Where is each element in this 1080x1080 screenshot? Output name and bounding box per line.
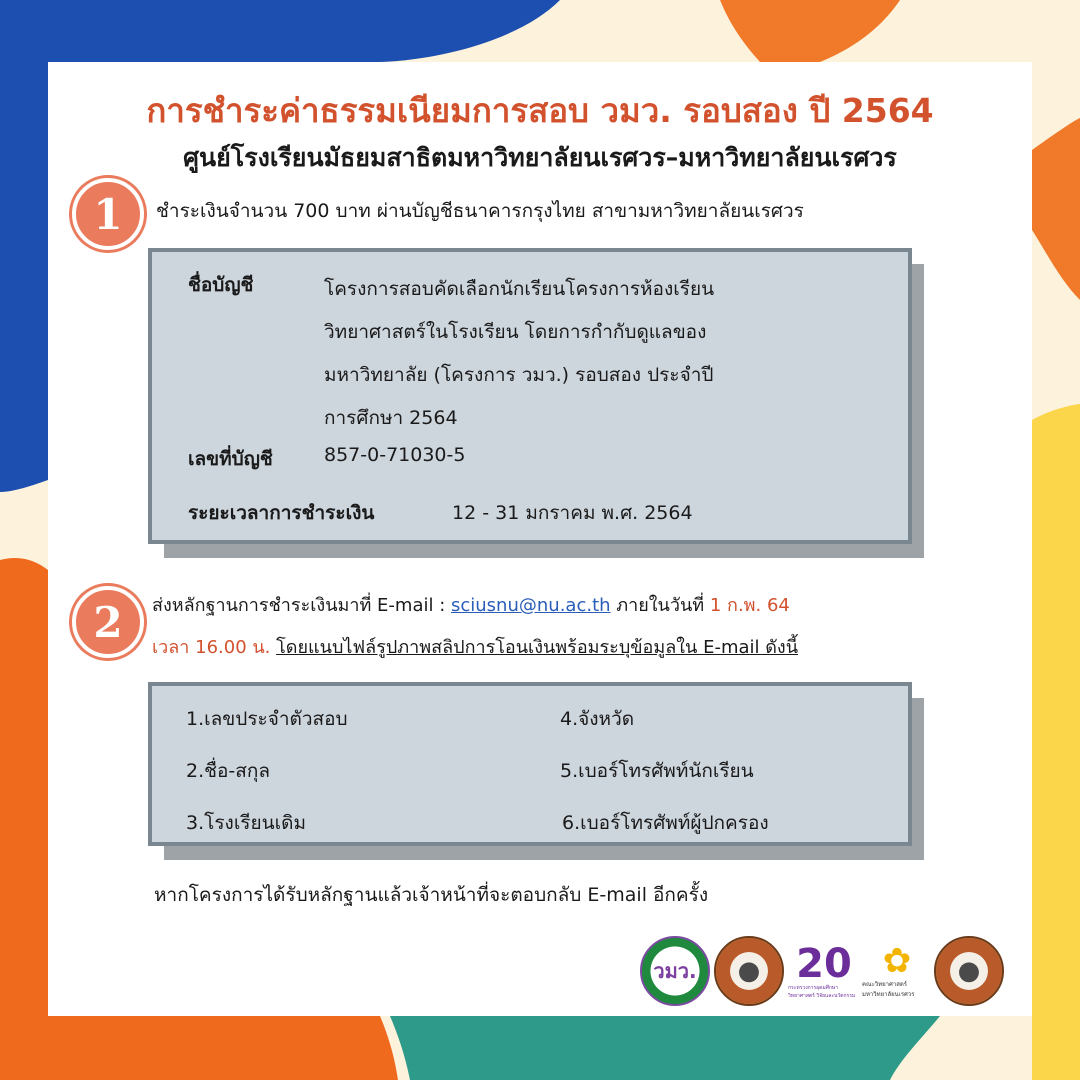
account-name-label: ชื่อบัญชี <box>188 274 254 296</box>
account-box <box>148 248 912 544</box>
info-card <box>48 62 1032 1016</box>
nu-demonstration-school-logo <box>714 936 784 1006</box>
account-name-line: วิทยาศาสตร์ในโรงเรียน โดยการกำกับดูแลของ <box>324 321 707 343</box>
account-name-line: มหาวิทยาลัย (โครงการ วมว.) รอบสอง ประจำปี <box>324 364 714 386</box>
required-item: 3.โรงเรียนเดิม <box>186 812 306 834</box>
email-link[interactable]: sciusnu@nu.ac.th <box>451 595 611 616</box>
step-2-line-2 <box>152 632 798 661</box>
science-faculty-icon: ✿ <box>882 941 912 981</box>
required-item: 2.ชื่อ-สกุล <box>186 760 271 782</box>
account-name-line: การศึกษา 2564 <box>324 407 458 429</box>
required-item: 6.เบอร์โทรศัพท์ผู้ปกครอง <box>562 812 769 834</box>
account-name-line: โครงการสอบคัดเลือกนักเรียนโครงการห้องเรียน <box>324 278 715 300</box>
elephant-icon: ● <box>957 956 981 986</box>
vmv-logo <box>640 936 710 1006</box>
page-subtitle: ศูนย์โรงเรียนมัธยมสาธิตมหาวิทยาลัยนเรศวร–มหาวิทยาลัยนเรศวร <box>183 143 897 172</box>
science-faculty-caption: คณะวิทยาศาสตร์ มหาวิทยาลัยนเรศวร <box>862 981 915 998</box>
required-item: 5.เบอร์โทรศัพท์นักเรียน <box>560 760 754 782</box>
required-item: 1.เลขประจำตัวสอบ <box>186 708 348 730</box>
nu-science-faculty-logo <box>862 936 932 1006</box>
payment-period-label: ระยะเวลาการชำระเงิน <box>188 502 375 524</box>
anniversary-number: 20 <box>796 941 852 987</box>
teal-shape-bottom <box>390 1016 940 1080</box>
nu-demonstration-school-logo-2 <box>934 936 1004 1006</box>
step-1-instruction: ชำระเงินจำนวน 700 บาท ผ่านบัญชีธนาคารกรุงไทย สาขามหาวิทยาลัยนเรศวร <box>156 200 804 222</box>
yellow-shape-right <box>1032 404 1080 1080</box>
account-name-value <box>324 268 714 440</box>
required-item: 4.จังหวัด <box>560 708 635 730</box>
attachment-instruction: โดยแนบไฟล์รูปภาพสลิปการโอนเงินพร้อมระบุข้อมูลใน E-mail ดังนี้ <box>276 637 799 658</box>
mhesi-20-years-logo <box>788 942 860 1002</box>
payment-period-value: 12 - 31 มกราคม พ.ศ. 2564 <box>452 502 693 524</box>
account-number-label: เลขที่บัญชี <box>188 448 273 470</box>
account-number-value: 857-0-71030-5 <box>324 444 466 466</box>
deadline-date: 1 ก.พ. 64 <box>709 595 790 616</box>
step-2-line-1 <box>152 590 790 619</box>
step-2-badge: 2 <box>72 586 144 658</box>
vmv-logo-text: วมว. <box>653 959 697 983</box>
elephant-icon: ● <box>737 956 761 986</box>
footer-note: หากโครงการได้รับหลักฐานแล้วเจ้าหน้าที่จะตอบกลับ E-mail อีกครั้ง <box>154 884 709 906</box>
step-2-prefix: ส่งหลักฐานการชำระเงินมาที่ E-mail : <box>152 595 451 616</box>
items-box <box>148 682 912 846</box>
step-2-mid: ภายในวันที่ <box>610 595 710 616</box>
anniversary-caption: กระทรวงการอุดมศึกษา วิทยาศาสตร์ วิจัยและนวัตกรรม <box>788 985 856 999</box>
page-title: การชำระค่าธรรมเนียมการสอบ วมว. รอบสอง ปี 2564 <box>146 91 934 130</box>
step-1-badge: 1 <box>72 178 144 250</box>
deadline-time: เวลา 16.00 น. <box>152 637 271 658</box>
